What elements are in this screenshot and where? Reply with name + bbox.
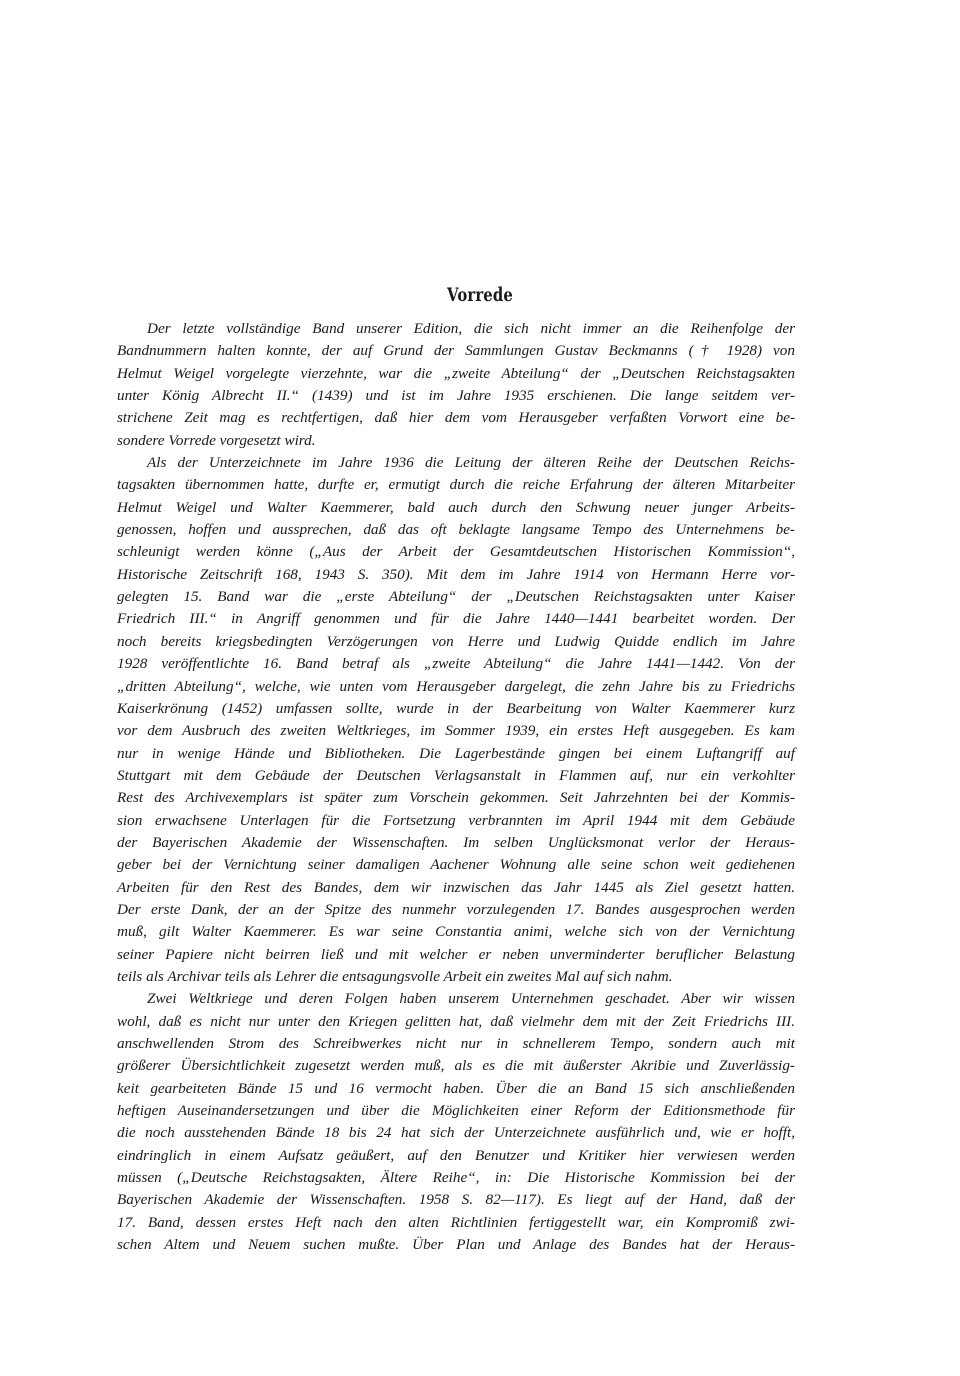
text-line: noch bereits kriegsbedingten Verzögerungen von Herre und Ludwig Quidde endlich im Jahre	[117, 632, 795, 650]
text-line: Arbeiten für den Rest des Bandes, dem wir inzwischen das Jahr 1445 als Ziel gesetzt hatten.	[117, 878, 795, 896]
text-line: die noch ausstehenden Bände 18 bis 24 hat sich der Unterzeichnete ausführlich und, wie er hofft,	[117, 1124, 795, 1142]
text-line: Friedrich III.“ in Angriff genommen und für die Jahre 1440—1441 bearbeitet worden. Der	[117, 610, 795, 628]
text-line: nur in wenige Hände und Bibliotheken. Die Lagerbestände gingen bei einem Luftangriff auf	[117, 744, 795, 762]
text-line: tagsakten übernommen hatte, durfte er, ermutigt durch die reiche Erfahrung der älteren Mitarbeiter	[117, 476, 795, 494]
text-line: gelegten 15. Band war die „erste Abteilung“ der „Deutschen Reichstagsakten unter Kaiser	[117, 588, 795, 606]
text-line: seiner Papiere nicht beirren ließ und mit welcher er neben unverminderter beruflicher Belastung	[117, 945, 795, 963]
text-line: 1928 veröffentlichte 16. Band betraf als „zweite Abteilung“ die Jahre 1441—1442. Von der	[117, 655, 795, 673]
text-line: sondere Vorrede vorgesetzt wird.	[117, 431, 316, 449]
text-line: Historische Zeitschrift 168, 1943 S. 350). Mit dem im Jahre 1914 von Hermann Herre vor-	[117, 565, 795, 583]
text-line: „dritten Abteilung“, welche, wie unten vom Herausgeber dargelegt, die zehn Jahre bis zu Friedrichs	[117, 677, 795, 695]
text-line: Der letzte vollständige Band unserer Edition, die sich nicht immer an die Reihenfolge der	[147, 320, 795, 337]
text-line: schleunigt werden könne („Aus der Arbeit der Gesamtdeutschen Historischen Kommission“,	[117, 543, 795, 561]
text-line: Zwei Weltkriege und deren Folgen haben unserem Unternehmen geschadet. Aber wir wissen	[147, 990, 795, 1008]
text-line: genossen, hoffen und aussprechen, daß das oft beklagte langsame Tempo des Unternehmens be-	[117, 521, 795, 539]
text-line: anschwellenden Strom des Schreibwerkes nicht nur in schnellerem Tempo, sondern auch mit	[117, 1035, 795, 1052]
text-line: Bandnummern halten konnte, der auf Grund der Sammlungen Gustav Beckmanns († 1928) von	[117, 342, 795, 360]
text-line: der Bayerischen Akademie der Wissenschaften. Im selben Unglücksmonat verlor der Heraus-	[117, 833, 795, 851]
text-line: wohl, daß es nicht nur unter den Kriegen gelitten hat, daß vielmehr dem mit der Zeit Friedrichs III.	[117, 1012, 795, 1030]
text-line: sion erwachsene Unterlagen für die Fortsetzung verbrannten im April 1944 mit dem Gebäude	[117, 811, 795, 829]
text-line: Als der Unterzeichnete im Jahre 1936 die Leitung der älteren Reihe der Deutschen Reichs-	[147, 454, 795, 472]
text-line: strichene Zeit mag es rechtfertigen, daß hier dem vom Herausgeber verfaßten Vorwort eine be-	[117, 409, 795, 427]
text-line: Kaiserkrönung (1452) umfassen sollte, wurde in der Bearbeitung von Walter Kaemmerer kurz	[117, 699, 795, 717]
text-line: eindringlich in einem Aufsatz geäußert, auf den Benutzer und Kritiker hier verwiesen werden	[117, 1146, 795, 1164]
text-line: müssen („Deutsche Reichstagsakten, Ältere Reihe“, in: Die Historische Kommission bei der	[117, 1169, 795, 1187]
text-line: Helmut Weigel vorgelegte vierzehnte, war die „zweite Abteilung“ der „Deutschen Reichstagsakten	[117, 364, 795, 382]
text-line: Rest des Archivexemplars ist später zum Vorschein gekommen. Seit Jahrzehnten bei der Kommis-	[117, 789, 795, 807]
text-line: geber bei der Vernichtung seiner damaligen Aachener Wohnung alle seine schon weit gediehenen	[117, 856, 795, 874]
text-line: Der erste Dank, der an der Spitze des nunmehr vorzulegenden 17. Bandes ausgesprochen werden	[117, 900, 795, 918]
text-line: schen Altem und Neuem suchen mußte. Über Plan und Anlage des Bandes hat der Heraus-	[117, 1236, 795, 1254]
text-line: 17. Band, dessen erstes Heft nach den alten Richtlinien fertiggestellt war, ein Kompromiß zwi-	[117, 1213, 795, 1231]
text-line: heftigen Auseinandersetzungen und über die Möglichkeiten einer Reform der Editionsmethode für	[117, 1102, 795, 1120]
body-text	[117, 318, 795, 1256]
text-line: teils als Archivar teils als Lehrer die entsagungsvolle Arbeit ein zweites Mal auf sich nahm.	[117, 967, 673, 985]
text-line: muß, gilt Walter Kaemmerer. Es war seine Constantia animi, welche sich von der Vernichtung	[117, 923, 795, 941]
text-line: Bayerischen Akademie der Wissenschaften. 1958 S. 82—117). Es liegt auf der Hand, daß der	[117, 1191, 795, 1209]
text-line: keit gearbeiteten Bände 15 und 16 vermocht haben. Über die an Band 15 sich anschließenden	[117, 1079, 795, 1097]
text-line: vor dem Ausbruch des zweiten Weltkrieges, im Sommer 1939, ein erstes Heft ausgegeben. Es kam	[117, 722, 795, 740]
text-line: Stuttgart mit dem Gebäude der Deutschen Verlagsanstalt in Flammen auf, nur ein verkohlter	[117, 766, 795, 784]
text-line: unter König Albrecht II.“ (1439) und ist im Jahre 1935 erschienen. Die lange seitdem ver-	[117, 387, 795, 405]
page-title: Vorrede	[447, 284, 513, 306]
text-line: größerer Übersichtlichkeit zugesetzt werden muß, als es die mit äußerster Akribie und Zuverlässig-	[117, 1057, 795, 1075]
text-line: Helmut Weigel und Walter Kaemmerer, bald auch durch den Schwung neuer junger Arbeits-	[117, 498, 795, 516]
